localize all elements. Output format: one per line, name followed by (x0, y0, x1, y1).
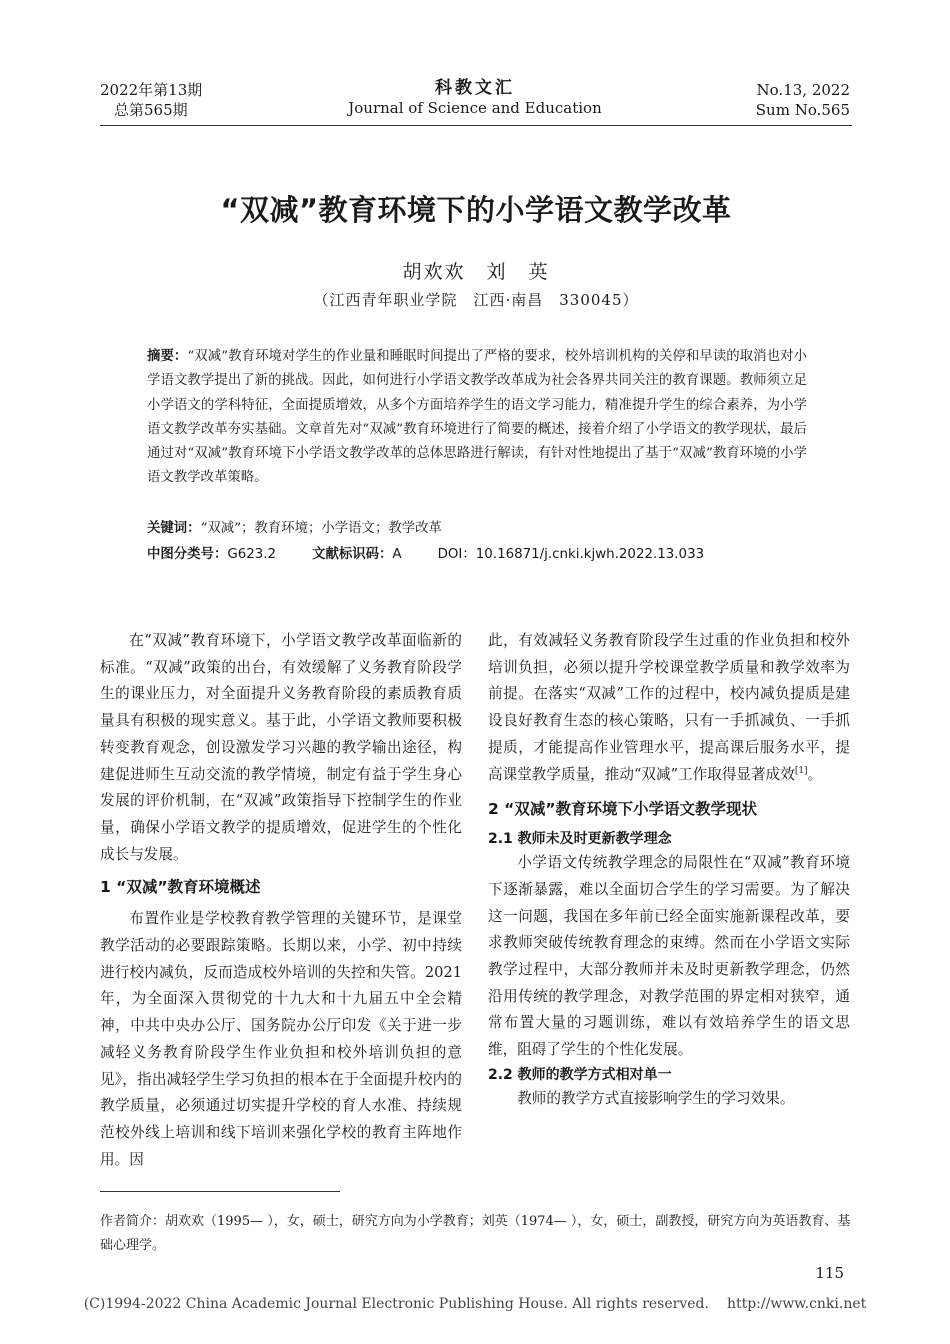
page-number: 115 (815, 1264, 844, 1282)
section-1-heading: 1 “双减”教育环境概述 (100, 878, 261, 897)
body-column-left (100, 628, 462, 1173)
total-issue-number-en: Sum No.565 (755, 101, 850, 119)
abstract-label: 摘要： (147, 349, 188, 364)
header-divider (100, 125, 852, 126)
issue-number-en: No.13, 2022 (756, 81, 850, 99)
doi-value: 10.16871/j.cnki.kjwh.2022.13.033 (475, 547, 705, 562)
copyright-text: (C)1994-2022 China Academic Journal Electronic Publishing House. All rights reserved. (83, 1296, 709, 1312)
body-column-right (488, 628, 850, 1113)
header-issue-right (756, 80, 850, 120)
clc-label: 中图分类号： (147, 547, 228, 562)
cnki-link[interactable]: http://www.cnki.net (726, 1296, 867, 1312)
keywords-label: 关键词： (147, 521, 201, 536)
reference-marker: [1] (794, 765, 808, 776)
author-footnote: 作者简介：胡欢欢（1995— ），女，硕士，研究方向为小学教育；刘英（1974— ），女，硕士，副教授，研究方向为英语教育、基础心理学。 (100, 1214, 851, 1253)
journal-name (300, 78, 650, 118)
keywords-text: “双减”；教育环境；小学语文；教学改革 (200, 521, 442, 536)
section-2-2-heading: 2.2 教师的教学方式相对单一 (488, 1066, 672, 1083)
doc-code-value: A (392, 547, 402, 562)
section-1-paragraph: 布置作业是学校教育教学管理的关键环节，是课堂教学活动的必要跟踪策略。长期以来，小学、初中持续进行校内减负，反而造成校外培训的失控和失管。2021年，为全面深入贯彻党的十九大和十九届五中全会精神，中共中央办公厅、国务院办公厅印发《关于进一步减轻义务教育阶段学生作业负担和校外培训负担的意见》，指出减轻学生学习负担的根本在于全面提升校内的教学质量，必须通过切实提升学校的育人水准、持续规范校外线上培训和线下培训来强化学校的教育主阵地作用。因 (100, 910, 462, 1168)
journal-english-name: Journal of Science and Education (348, 99, 602, 117)
journal-logo: 科教文汇 (435, 78, 515, 98)
section-2-2-paragraph: 教师的教学方式直接影响学生的学习效果。 (517, 1089, 795, 1107)
abstract (147, 345, 807, 491)
article-title: “双减”教育环境下的小学语文教学改革 (220, 193, 732, 227)
footnote-divider (100, 1191, 340, 1192)
total-issue-number: 总第565期 (114, 101, 188, 119)
article-authors: 胡欢欢 刘 英 (402, 261, 550, 283)
doi-label: DOI： (437, 547, 476, 562)
classification-line (147, 543, 847, 567)
abstract-text: “双减”教育环境对学生的作业量和睡眠时间提出了严格的要求，校外培训机构的关停和早读的取消也对小学语文教学提出了新的挑战。因此，如何进行小学语文教学改革成为社会各界共同关注的教育课题。教师须立足小学语文的学科特征，全面提质增效，从多个方面培养学生的语文学习能力，精准提升学生的综合素养，为小学语文教学改革夯实基础。文章首先对“双减”教育环境进行了简要的概述，接着介绍了小学语文的教学现状，最后通过对“双减”教育环境下小学语文教学改革的总体思路进行解读，有针对性地提出了基于“双减”教育环境的小学语文教学改革策略。 (147, 349, 807, 486)
issue-number: 2022年第13期 (100, 81, 203, 99)
intro-paragraph: 在“双减”教育环境下，小学语文教学改革面临新的标准。“双减”政策的出台，有效缓解了义务教育阶段学生的课业压力，对全面提升义务教育阶段的素质教育质量具有积极的现实意义。基于此，小学语文教师要积极转变教育观念，创设激发学习兴趣的教学输出途径，构建促进师生互动交流的教学情境，制定有益于学生身心发展的评价机制，在“双减”政策指导下控制学生的作业量，确保小学语文教学的提质增效，促进学生的个性化成长与发展。 (100, 632, 462, 863)
keywords (147, 517, 442, 541)
header-issue-left (100, 80, 202, 120)
copyright-line (0, 1296, 950, 1312)
sentence-end: 。 (807, 765, 823, 783)
clc-value: G623.2 (227, 547, 277, 562)
section-2-heading: 2 “双减”教育环境下小学语文教学现状 (488, 800, 758, 819)
doc-code-label: 文献标识码： (312, 547, 393, 562)
section-2-1-paragraph: 小学语文传统教学理念的局限性在“双减”教育环境下逐渐暴露，难以全面切合学生的学习需要。为了解决这一问题，我国在多年前已经全面实施新课程改革，要求教师突破传统教育理念的束缚。然而在小学语文实际教学过程中，大部分教师并未及时更新教学理念，仍然沿用传统的教学理念，对教学范围的界定相对狭窄，通常布置大量的习题训练，难以有效培养学生的语文思维，阻碍了学生的个性化发展。 (488, 854, 850, 1059)
author-affiliation: （江西青年职业学院 江西·南昌 330045） (313, 291, 639, 309)
section-1-continued-text: 此，有效减轻义务教育阶段学生过重的作业负担和校外培训负担，必须以提升学校课堂教学质量和教学效率为前提。在落实“双减”工作的过程中，校内减负提质是建设良好教育生态的核心策略，只有一手抓减负、一手抓提质，才能提高作业管理水平，提高课后服务水平，提高课堂教学质量，推动“双减”工作取得显著成效 (488, 632, 850, 783)
section-1-paragraph-continued (488, 628, 850, 788)
section-2-1-heading: 2.1 教师未及时更新教学理念 (488, 831, 672, 848)
